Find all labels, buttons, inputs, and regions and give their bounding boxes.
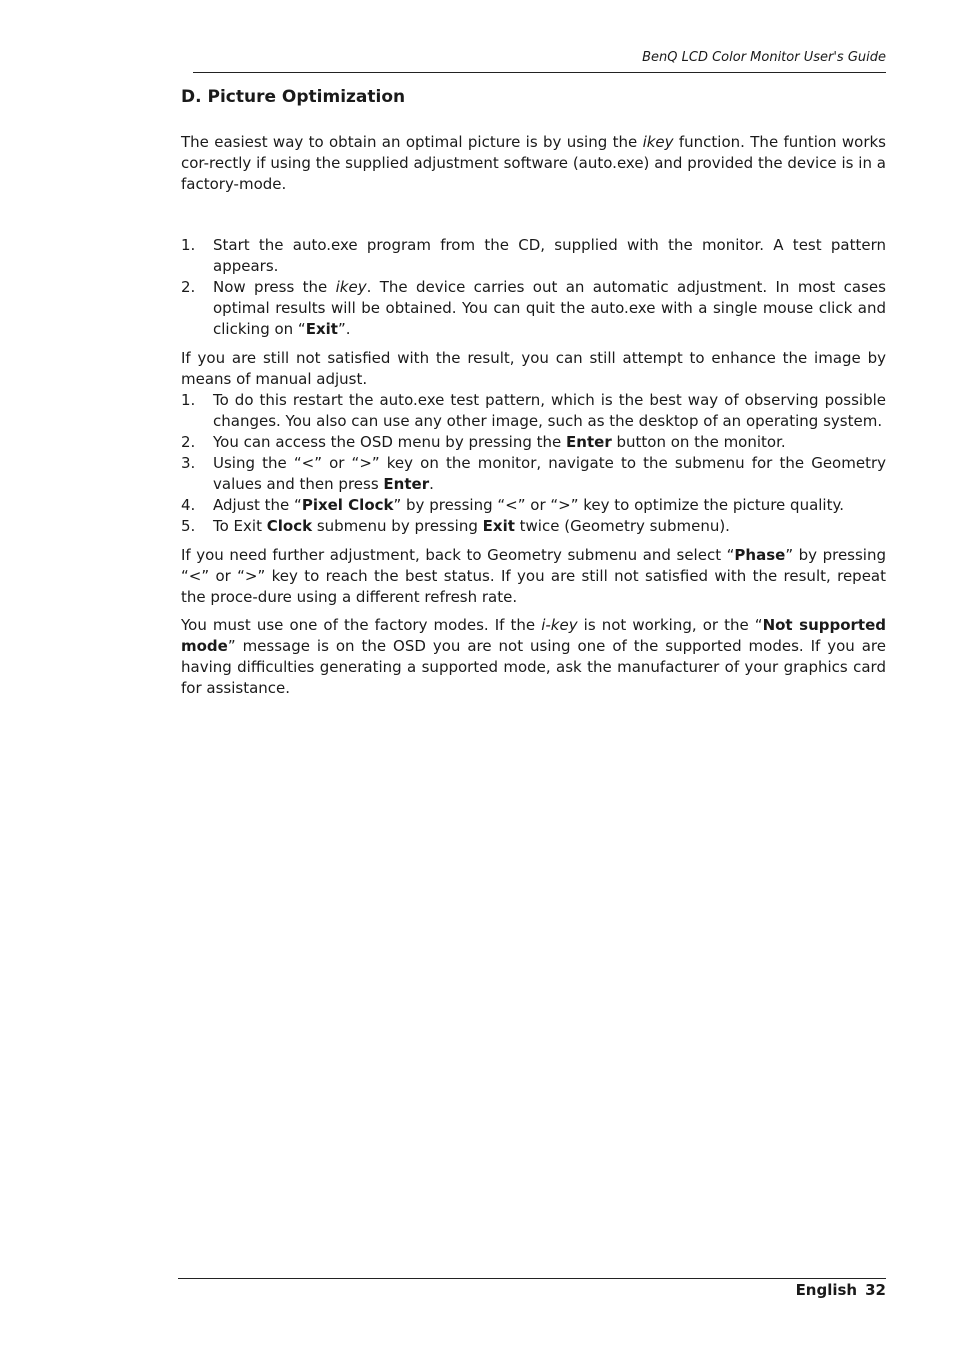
running-header: BenQ LCD Color Monitor User's Guide <box>642 50 886 65</box>
intro-paragraph: The easiest way to obtain an optimal picture is by using the ikey function. The funtion works cor-rectly if using the supplied adjustment software (auto.exe) and provided the device is in a factory-mode. <box>181 133 887 193</box>
manual-adjust-steps <box>181 390 886 537</box>
footer-language: English <box>795 1281 858 1299</box>
auto-adjust-steps <box>181 235 886 340</box>
list-item: 3. Using the “<” or “>” key on the monitor, navigate to the submenu for the Geometry values and then press Enter. <box>181 454 886 493</box>
page-footer <box>796 1281 886 1299</box>
section-title: D. Picture Optimization <box>181 87 406 107</box>
header-rule <box>193 72 886 73</box>
list-item: 1. To do this restart the auto.exe test pattern, which is the best way of observing possible changes. You also can use any other image, such as the desktop of an operating system. <box>181 391 886 430</box>
page-number: 32 <box>865 1281 886 1299</box>
list-item: 2. Now press the ikey. The device carries out an automatic adjustment. In most cases optimal results will be obtained. You can quit the auto.exe with a single mouse click and clicking on “Exit”. <box>181 278 886 338</box>
list-item: 5. To Exit Clock submenu by pressing Exit twice (Geometry submenu). <box>181 517 730 535</box>
list-item: 1. Start the auto.exe program from the CD, supplied with the monitor. A test pattern appears. <box>181 236 886 275</box>
ikey-term: ikey <box>642 133 674 151</box>
page-content <box>181 84 886 706</box>
footer-rule <box>178 1278 886 1279</box>
manual-adjust-paragraph: If you are still not satisfied with the result, you can still attempt to enhance the image by means of manual adjust. <box>181 349 886 388</box>
factory-modes-paragraph: You must use one of the factory modes. If the i-key is not working, or the “Not supported mode” message is on the OSD you are not using one of the supported modes. If you are having difficulties generating a supported mode, ask the manufacturer of your graphics card for assistance. <box>181 616 886 697</box>
list-item: 2. You can access the OSD menu by pressing the Enter button on the monitor. <box>181 433 786 451</box>
list-item: 4. Adjust the “Pixel Clock” by pressing “<” or “>” key to optimize the picture quality. <box>181 496 844 514</box>
further-adjustment-paragraph: If you need further adjustment, back to Geometry submenu and select “Phase” by pressing “<” or “>” key to reach the best status. If you are still not satisfied with the result, repeat the proce-dure using a different refresh rate. <box>181 546 886 606</box>
